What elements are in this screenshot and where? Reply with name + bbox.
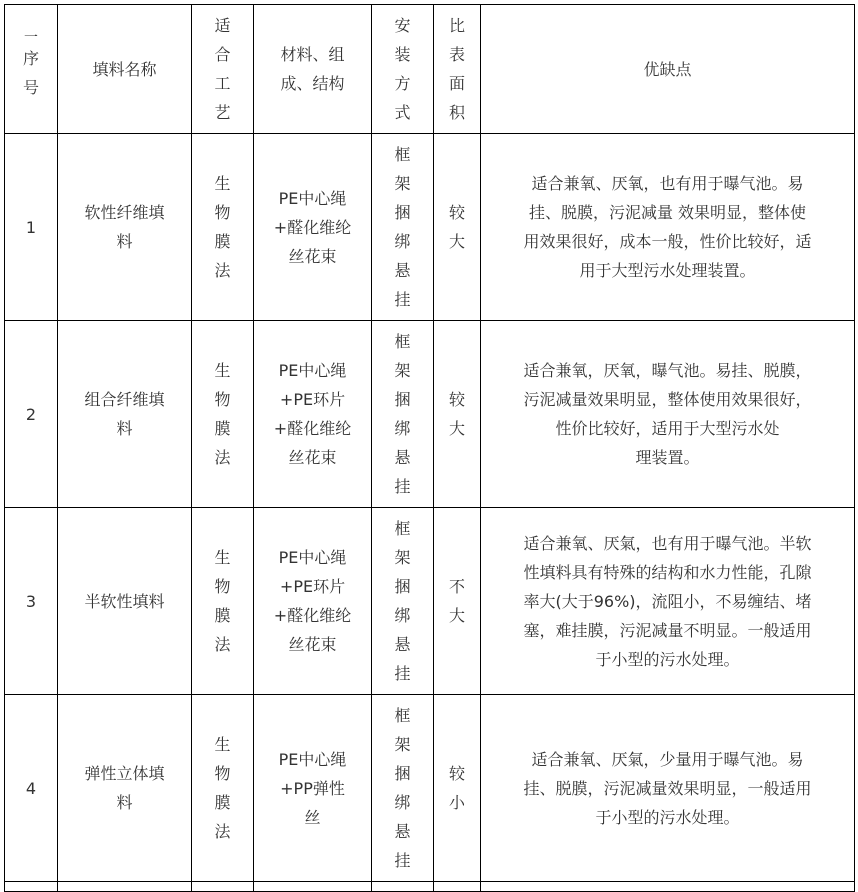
row-area bbox=[434, 508, 481, 695]
row-pros-cons-line: 适合兼氧、厌氣，少量用于曝气池。易 bbox=[531, 749, 804, 769]
header-area-char: 积 bbox=[448, 103, 465, 122]
header-area bbox=[434, 5, 481, 134]
row-pros-cons-line: 理装置。 bbox=[635, 448, 700, 467]
empty-cell bbox=[372, 882, 434, 892]
row-install-char: 捆 bbox=[394, 390, 411, 409]
header-index bbox=[5, 5, 58, 134]
row-process-char: 物 bbox=[214, 764, 231, 783]
header-process-char: 适 bbox=[214, 16, 231, 35]
row-pros-cons-line: 性价比较好，适用于大型污水处 bbox=[555, 419, 780, 438]
header-install-char: 方 bbox=[394, 74, 411, 93]
header-marker: 一 bbox=[24, 30, 38, 46]
row-name-line: 料 bbox=[116, 793, 133, 812]
row-material-line: +醛化维纶 bbox=[273, 419, 352, 438]
row-material-line: +PP弹性 bbox=[280, 778, 345, 798]
row-material bbox=[254, 134, 372, 321]
row-material-line: +PE环片 bbox=[279, 390, 346, 409]
row-name-line: 料 bbox=[116, 419, 133, 438]
row-material bbox=[254, 508, 372, 695]
row-name bbox=[58, 508, 192, 695]
empty-cell bbox=[58, 882, 192, 892]
header-row bbox=[5, 5, 855, 134]
row-process-char: 法 bbox=[214, 448, 231, 467]
row-install-char: 悬 bbox=[394, 822, 411, 841]
row-pros-cons-line: 适合兼氧，厌氧，曝气池。易挂、脱膜， bbox=[523, 361, 812, 380]
header-area-char: 面 bbox=[448, 74, 465, 93]
row-material-line: PE中心绳 bbox=[278, 548, 347, 567]
row-install-char: 架 bbox=[394, 361, 411, 380]
row-install-char: 架 bbox=[394, 174, 411, 193]
row-install-char: 捆 bbox=[394, 764, 411, 783]
header-install bbox=[372, 5, 434, 134]
row-install bbox=[372, 321, 434, 508]
row-process-char: 生 bbox=[214, 174, 231, 193]
table-row bbox=[5, 134, 855, 321]
row-name bbox=[58, 134, 192, 321]
row-process-char: 物 bbox=[214, 577, 231, 596]
header-process-char: 合 bbox=[214, 45, 231, 64]
row-material-line: 丝花束 bbox=[288, 448, 337, 467]
row-name bbox=[58, 321, 192, 508]
row-name-line: 弹性立体填 bbox=[84, 764, 165, 783]
row-material-line: 丝花束 bbox=[288, 246, 337, 266]
row-material bbox=[254, 695, 372, 882]
row-material bbox=[254, 321, 372, 508]
empty-cell bbox=[434, 882, 481, 892]
row-process-char: 法 bbox=[214, 822, 231, 841]
row-material-line: +醛化维纶 bbox=[273, 606, 352, 625]
row-pros-cons-line: 适合兼氧、厌氣，也有用于曝气池。半软 bbox=[523, 533, 812, 553]
header-install-char: 式 bbox=[394, 103, 411, 122]
row-process-char: 法 bbox=[214, 635, 231, 654]
header-material-line: 材料、组 bbox=[280, 45, 345, 64]
header-name: 填料名称 bbox=[58, 5, 192, 134]
row-area-char: 大 bbox=[448, 232, 465, 251]
table-row bbox=[5, 321, 855, 508]
table-row bbox=[5, 508, 855, 695]
row-pros-cons-line: 适合兼氧、厌氧，也有用于曝气池。易 bbox=[531, 174, 804, 193]
row-pros-cons-line: 性填料具有特殊的结构和水力性能，孔隙 bbox=[523, 562, 812, 582]
row-area-char: 大 bbox=[448, 606, 465, 625]
row-name bbox=[58, 695, 192, 882]
row-area bbox=[434, 321, 481, 508]
row-install-char: 挂 bbox=[394, 664, 411, 683]
row-process-char: 生 bbox=[214, 361, 231, 380]
row-name-line: 组合纤维填 bbox=[84, 390, 165, 409]
header-install-char: 安 bbox=[394, 16, 411, 35]
header-index-char: 序 bbox=[22, 49, 39, 68]
header-process-char: 工 bbox=[214, 74, 231, 93]
row-process bbox=[192, 134, 254, 321]
row-area-char: 不 bbox=[448, 577, 465, 596]
row-pros-cons-line: 于小型的污水处理。 bbox=[595, 649, 740, 669]
row-install bbox=[372, 134, 434, 321]
row-name-line: 料 bbox=[116, 232, 133, 251]
row-area bbox=[434, 134, 481, 321]
row-install-char: 悬 bbox=[394, 635, 411, 654]
row-pros-cons bbox=[481, 695, 855, 882]
row-install-char: 架 bbox=[394, 735, 411, 754]
header-material-line: 成、结构 bbox=[280, 74, 345, 93]
row-process-char: 物 bbox=[214, 390, 231, 409]
row-material-line: +醛化维纶 bbox=[273, 217, 352, 237]
header-material bbox=[254, 5, 372, 134]
row-install bbox=[372, 508, 434, 695]
row-area-char: 较 bbox=[448, 390, 465, 409]
row-install-char: 绑 bbox=[394, 606, 411, 625]
row-install bbox=[372, 695, 434, 882]
row-area-char: 较 bbox=[448, 764, 465, 783]
row-index: 3 bbox=[5, 508, 58, 695]
row-pros-cons-line: 用效果很好，成本一般，性价比较好，适 bbox=[523, 232, 812, 251]
empty-cell bbox=[254, 882, 372, 892]
row-index: 1 bbox=[5, 134, 58, 321]
row-process-char: 物 bbox=[214, 203, 231, 222]
row-process-char: 膜 bbox=[214, 606, 231, 625]
row-process-char: 膜 bbox=[214, 232, 231, 251]
table-row-partial bbox=[5, 882, 855, 892]
header-area-char: 表 bbox=[448, 45, 465, 64]
row-material-line: PE中心绳 bbox=[278, 188, 347, 208]
row-install-char: 挂 bbox=[394, 477, 411, 496]
row-process-char: 膜 bbox=[214, 793, 231, 812]
row-install-char: 框 bbox=[394, 332, 411, 351]
row-pros-cons-line: 挂、脱膜，污泥减量 效果明显，整体使 bbox=[528, 203, 807, 222]
row-install-char: 框 bbox=[394, 519, 411, 538]
row-pros-cons-line: 挂、脱膜，污泥减量效果明显，一般适用 bbox=[523, 778, 812, 798]
row-install-char: 挂 bbox=[394, 290, 411, 309]
row-index: 2 bbox=[5, 321, 58, 508]
row-pros-cons bbox=[481, 321, 855, 508]
row-pros-cons-line: 塞，难挂膜，污泥减量不明显。一般适用 bbox=[523, 620, 812, 640]
header-install-char: 装 bbox=[394, 45, 411, 64]
row-process bbox=[192, 321, 254, 508]
row-install-char: 绑 bbox=[394, 232, 411, 251]
row-install-char: 挂 bbox=[394, 851, 411, 870]
row-name-line: 软性纤维填 bbox=[84, 203, 165, 222]
row-material-line: PE中心绳 bbox=[278, 749, 347, 769]
row-install-char: 绑 bbox=[394, 793, 411, 812]
row-area-char: 小 bbox=[448, 793, 465, 812]
row-material-line: 丝花束 bbox=[288, 635, 337, 654]
row-material-line: PE中心绳 bbox=[278, 361, 347, 380]
row-process-char: 生 bbox=[214, 735, 231, 754]
row-install-char: 捆 bbox=[394, 577, 411, 596]
row-install-char: 框 bbox=[394, 145, 411, 164]
row-area-char: 大 bbox=[448, 419, 465, 438]
header-index-char: 号 bbox=[22, 78, 39, 97]
row-material-line: +PE环片 bbox=[279, 577, 346, 596]
row-process-char: 法 bbox=[214, 261, 231, 280]
empty-cell bbox=[192, 882, 254, 892]
header-pros-cons: 优缺点 bbox=[481, 5, 855, 134]
row-index: 4 bbox=[5, 695, 58, 882]
row-pros-cons-line: 污泥减量效果明显，整体使用效果很好， bbox=[523, 390, 812, 409]
row-pros-cons bbox=[481, 508, 855, 695]
row-pros-cons-line: 于小型的污水处理。 bbox=[595, 807, 740, 827]
row-process-char: 膜 bbox=[214, 419, 231, 438]
row-install-char: 架 bbox=[394, 548, 411, 567]
row-process bbox=[192, 695, 254, 882]
row-install-char: 捆 bbox=[394, 203, 411, 222]
row-pros-cons-line: 用于大型污水处理装置。 bbox=[579, 261, 756, 280]
row-process bbox=[192, 508, 254, 695]
row-pros-cons bbox=[481, 134, 855, 321]
row-material-line: 丝 bbox=[304, 807, 321, 827]
row-install-char: 悬 bbox=[394, 448, 411, 467]
row-area bbox=[434, 695, 481, 882]
empty-cell bbox=[5, 882, 58, 892]
header-process bbox=[192, 5, 254, 134]
header-area-char: 比 bbox=[448, 16, 465, 35]
row-install-char: 框 bbox=[394, 706, 411, 725]
row-install-char: 悬 bbox=[394, 261, 411, 280]
header-process-char: 艺 bbox=[214, 103, 231, 122]
row-install-char: 绑 bbox=[394, 419, 411, 438]
row-process-char: 生 bbox=[214, 548, 231, 567]
row-pros-cons-line: 率大(大于96%)，流阻小，不易缠结、堵 bbox=[523, 591, 812, 611]
table-row bbox=[5, 695, 855, 882]
filler-comparison-table bbox=[4, 4, 855, 892]
row-area-char: 较 bbox=[448, 203, 465, 222]
empty-cell bbox=[481, 882, 855, 892]
row-name-line: 半软性填料 bbox=[84, 591, 165, 611]
